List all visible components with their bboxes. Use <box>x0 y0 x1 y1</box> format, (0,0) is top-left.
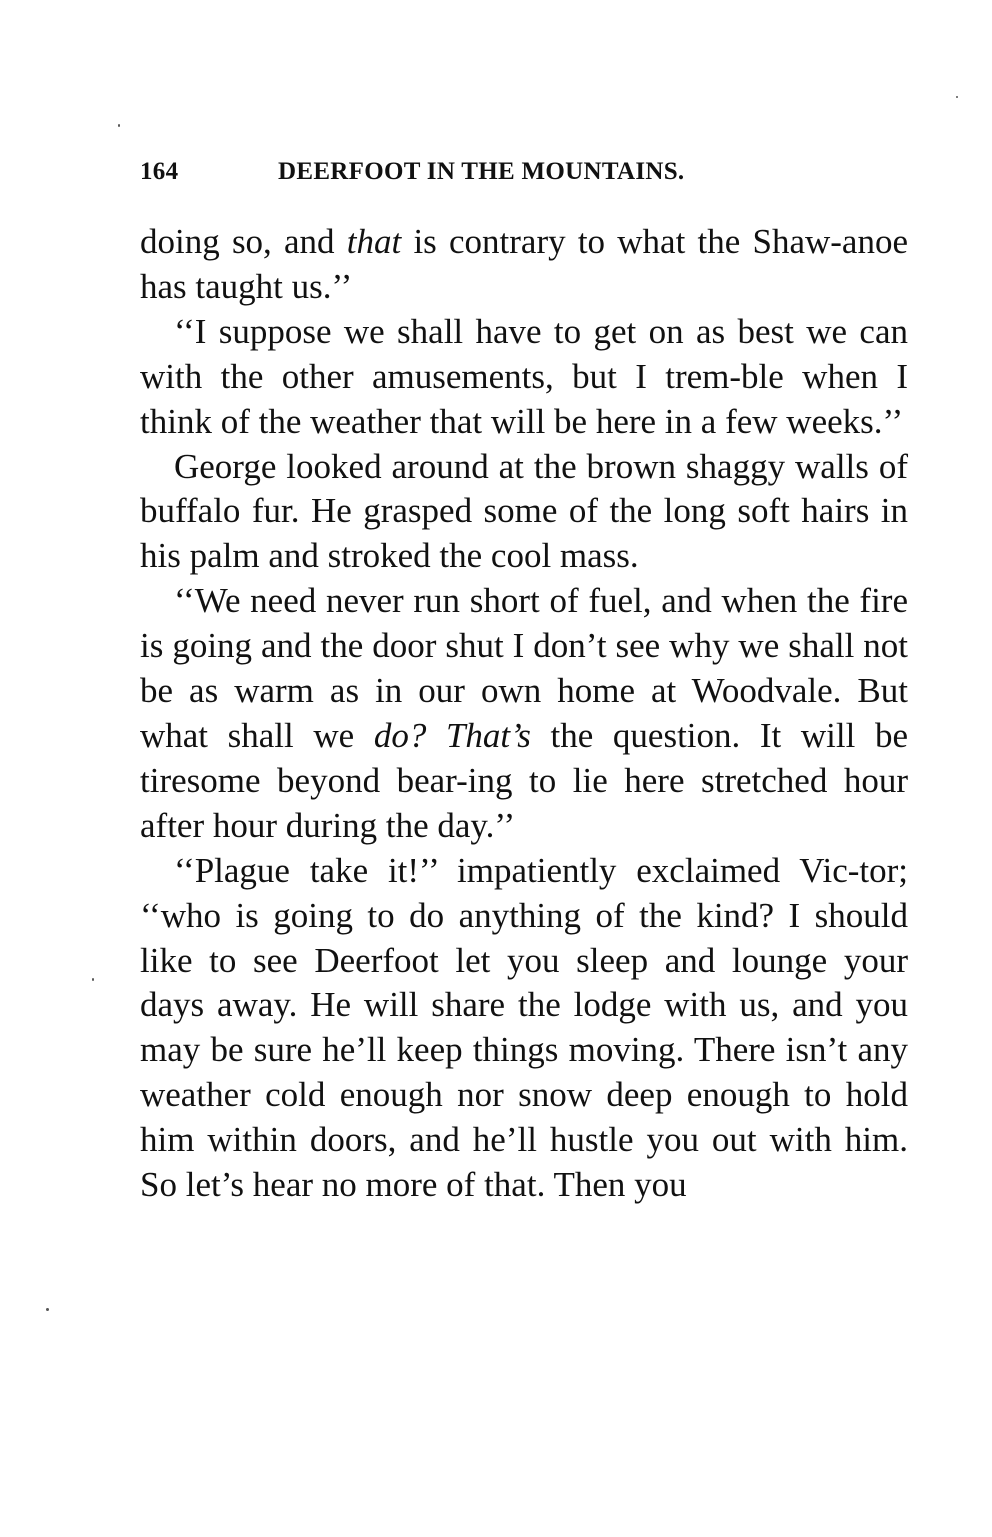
text-run: ‘‘I suppose we shall have to get on as best we can with the other amusements, but I trem-ble when I think of the weather that will be here in a few weeks.’’ <box>140 311 908 441</box>
scan-speck <box>118 124 120 127</box>
text-run: ‘‘We need never run short of fuel, and when the fire is going and the door shut I don’t see why we shall not be as warm as in our own home at Woodvale. But what shall we <box>140 581 908 755</box>
paragraph <box>140 220 908 310</box>
text-run: the question. It will be tiresome beyond bear-ing to lie here stretched hour after hour during the day.’’ <box>140 715 909 845</box>
italic-text: That’s <box>445 715 531 755</box>
page-number: 164 <box>140 158 179 185</box>
scan-speck <box>956 96 958 98</box>
running-title: DEERFOOT IN THE MOUNTAINS. <box>278 158 685 185</box>
paragraph <box>140 310 908 445</box>
italic-text: do? <box>373 715 427 755</box>
text-run: is contrary to what the Shaw-anoe has taught us.’’ <box>140 222 908 306</box>
text-run: ‘‘Plague take it!’’ impatiently exclaimed Vic-tor; ‘‘who is going to do anything of the kind? I should like to see Deerfoot let you sleep and lounge your days away. He will share the lodge with us, and you may be sure he’ll keep things moving. There isn’t any weather cold enough nor snow deep enough to hold him within doors, and he’ll hustle you out with him. So let’s hear no more of that. Then you <box>140 850 908 1205</box>
scan-speck <box>46 1308 49 1311</box>
italic-text: that <box>346 222 402 261</box>
paragraph <box>140 579 908 848</box>
text-run: George looked around at the brown shaggy walls of buffalo fur. He grasped some of the long soft hairs in his palm and stroked the cool mass. <box>140 446 908 576</box>
paragraph <box>140 849 908 1208</box>
running-head <box>140 158 910 198</box>
text-run <box>426 716 446 755</box>
body-text <box>140 220 908 1208</box>
paragraph <box>140 445 908 580</box>
scan-speck <box>92 978 94 981</box>
text-run: doing so, and <box>140 222 347 261</box>
